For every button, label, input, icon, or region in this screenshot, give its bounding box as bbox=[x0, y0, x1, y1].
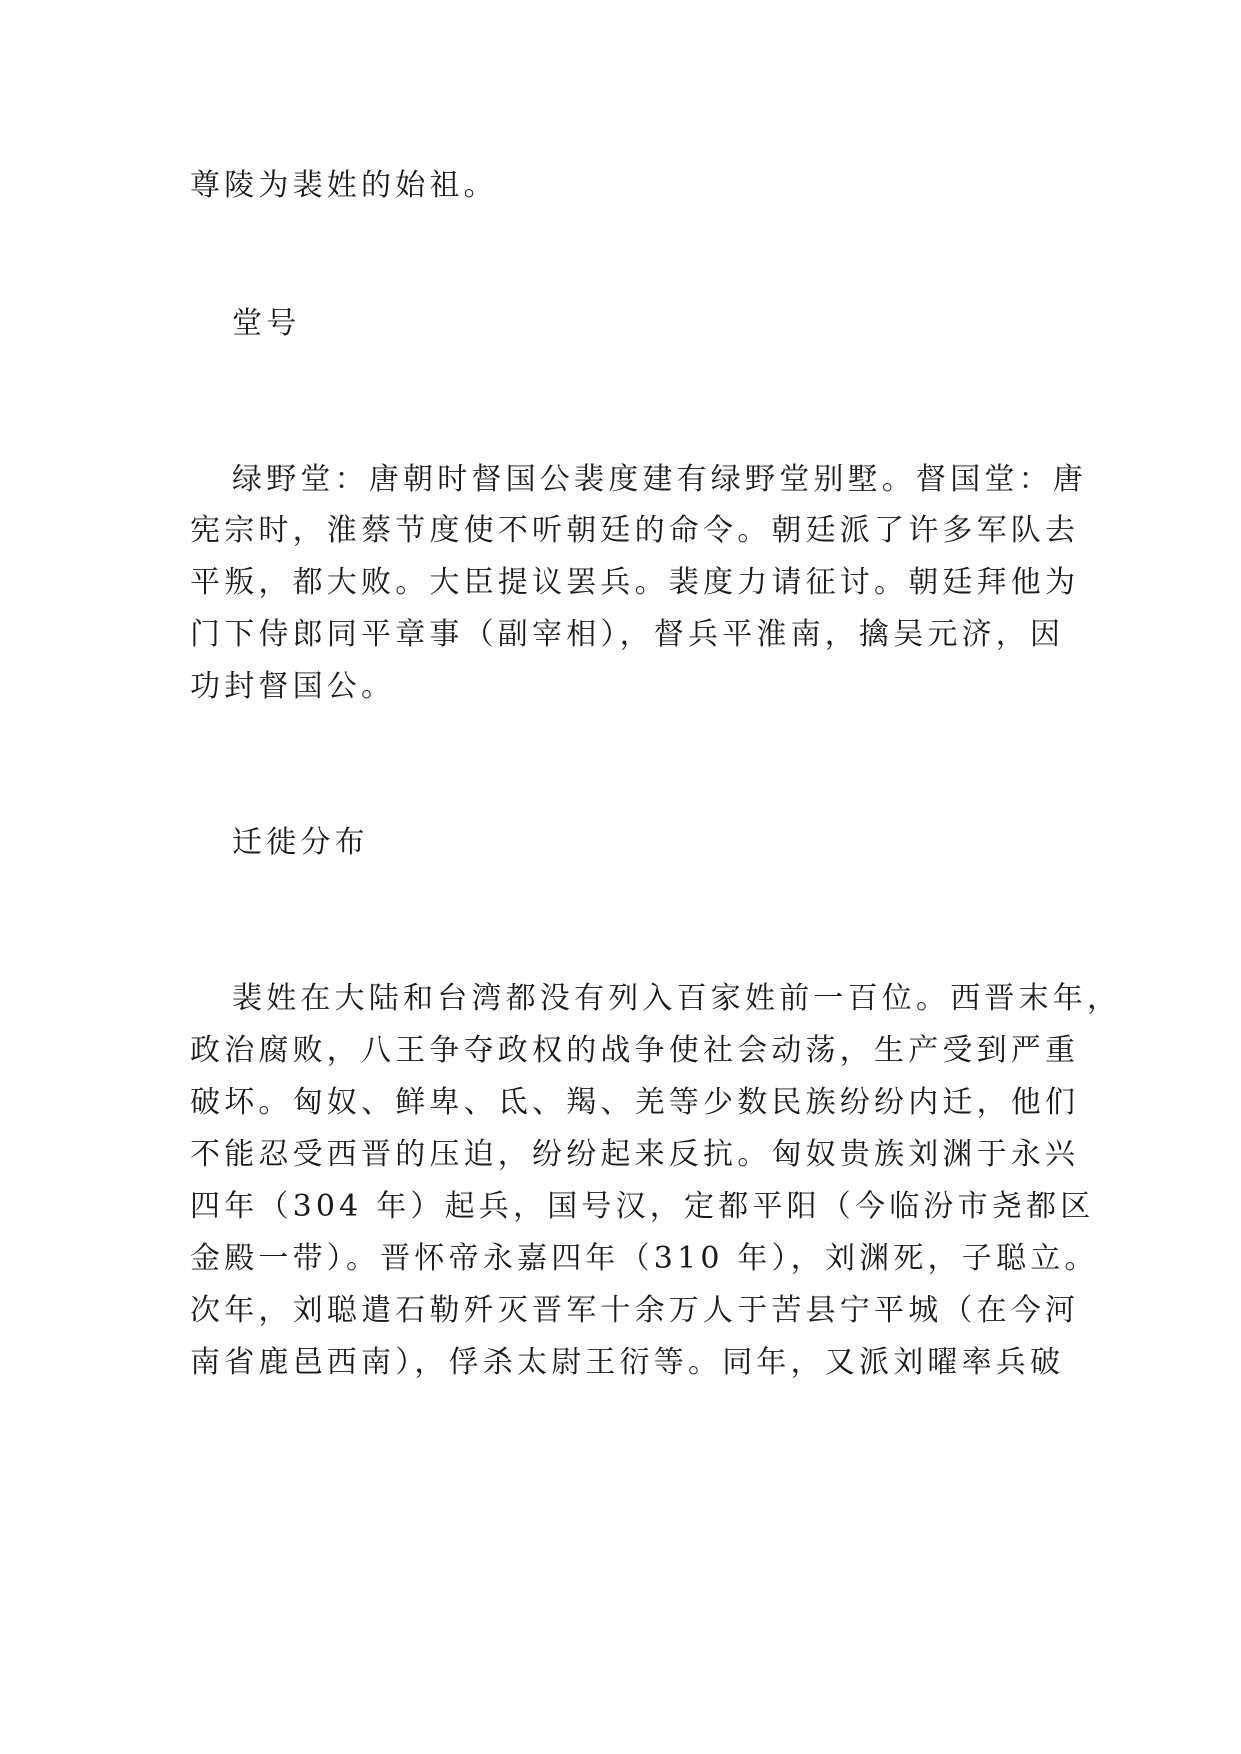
intro-tail-line: 尊陵为裴姓的始祖。 bbox=[190, 168, 498, 203]
paragraph-line: 金殿一带）。晋怀帝永嘉四年（310 年），刘渊死，子聪立。 bbox=[190, 1241, 1099, 1276]
paragraph-line: 绿野堂：唐朝时督国公裴度建有绿野堂别墅。督国堂：唐 bbox=[232, 462, 1087, 497]
paragraph-line: 南省鹿邑西南），俘杀太尉王衍等。同年，又派刘曜率兵破 bbox=[190, 1345, 1065, 1380]
paragraph-line: 门下侍郎同平章事（副宰相），督兵平淮南，擒吴元济，因 bbox=[190, 617, 1065, 652]
section-heading-migration: 迁徙分布 bbox=[232, 825, 369, 860]
paragraph-line: 四年（304 年）起兵，国号汉，定都平阳（今临汾市尧都区 bbox=[190, 1189, 1095, 1224]
section-heading-hall-names: 堂号 bbox=[232, 306, 301, 341]
paragraph-line: 功封督国公。 bbox=[190, 669, 396, 704]
paragraph-line: 宪宗时，淮蔡节度使不听朝廷的命令。朝廷派了许多军队去 bbox=[190, 513, 1080, 548]
paragraph-line: 政治腐败，八王争夺政权的战争使社会动荡，生产受到严重 bbox=[190, 1033, 1080, 1068]
paragraph-line: 裴姓在大陆和台湾都没有列入百家姓前一百位。西晋末年， bbox=[232, 981, 1122, 1016]
paragraph-line: 平叛，都大败。大臣提议罢兵。裴度力请征讨。朝廷拜他为 bbox=[190, 565, 1080, 600]
paragraph-line: 破坏。匈奴、鲜卑、氐、羯、羌等少数民族纷纷内迁，他们 bbox=[190, 1085, 1080, 1120]
paragraph-line: 次年，刘聪遣石勒歼灭晋军十余万人于苦县宁平城（在今河 bbox=[190, 1293, 1080, 1328]
paragraph-line: 不能忍受西晋的压迫，纷纷起来反抗。匈奴贵族刘渊于永兴 bbox=[190, 1137, 1080, 1172]
